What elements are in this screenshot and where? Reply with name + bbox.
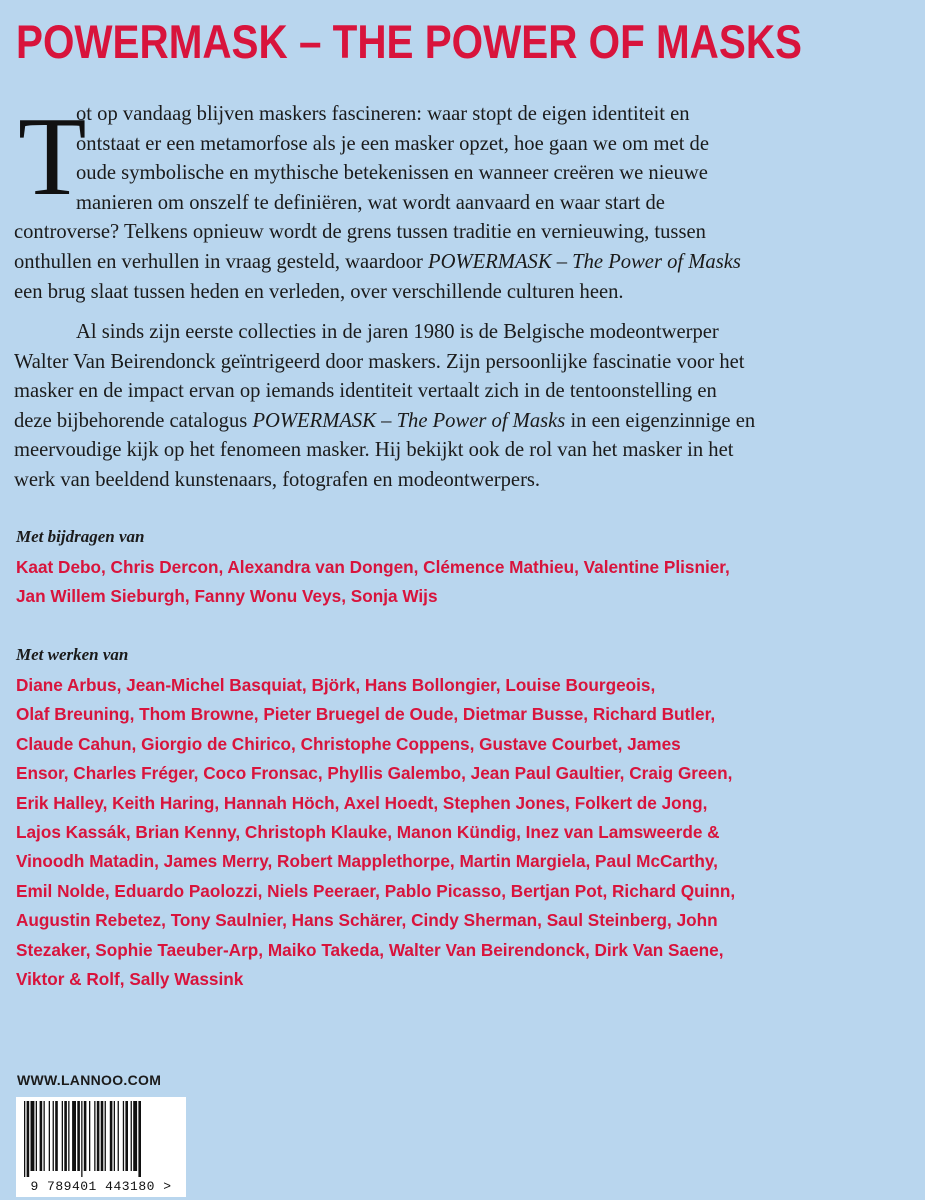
works-line: Claude Cahun, Giorgio de Chirico, Christophe Coppens, Gustave Courbet, James — [16, 733, 681, 754]
isbn-number: 9 789401 443180 > — [30, 1179, 172, 1194]
publisher-website: WWW.LANNOO.COM — [17, 1072, 162, 1088]
works-line: Diane Arbus, Jean-Michel Basquiat, Björk, Hans Bollongier, Louise Bourgeois, — [16, 675, 656, 695]
barcode-bar — [118, 1101, 119, 1171]
barcode-bar — [138, 1101, 141, 1177]
barcode-bar — [64, 1101, 67, 1171]
contributors-line: Jan Willem Sieburgh, Fanny Wonu Veys, Sonja Wijs — [16, 586, 438, 607]
intro-line-text: onthullen en verhullen in vraag gesteld, waardoor — [14, 250, 429, 273]
book-title-italic: POWERMASK – The Power of Masks — [428, 250, 741, 273]
barcode-bar — [133, 1101, 137, 1171]
paragraph-line: Al sinds zijn eerste collecties in de jaren 1980 is de Belgische modeontwerper — [76, 321, 719, 343]
barcode-bar — [84, 1101, 87, 1171]
works-line: Viktor & Rolf, Sally Wassink — [16, 968, 244, 989]
barcode-bar — [49, 1101, 50, 1171]
paragraph-line-text: deze bijbehorende catalogus — [14, 409, 253, 432]
paragraph-line: meervoudige kijk op het fenomeen masker. Hij bekijkt ook de rol van het masker in het — [14, 439, 734, 462]
barcode-bar — [27, 1101, 30, 1177]
barcode-bar — [131, 1101, 132, 1171]
intro-line: manieren om onszelf te definiëren, wat wordt aanvaard en waar start de — [76, 191, 665, 214]
paragraph-line — [14, 407, 909, 437]
drop-cap: T — [18, 95, 87, 219]
barcode-bar — [77, 1101, 80, 1171]
barcode-bar — [125, 1101, 128, 1171]
works-line: Lajos Kassák, Brian Kenny, Christoph Klauke, Manon Kündig, Inez van Lamsweerde & — [16, 821, 720, 842]
paragraph-line: Walter Van Beirendonck geïntrigeerd door maskers. Zijn persoonlijke fascinatie voor het — [14, 350, 745, 373]
barcode-bar — [81, 1101, 82, 1177]
book-title-italic: POWERMASK – The Power of Masks — [252, 409, 566, 432]
paragraph-line-text: in een eigenzinnige en — [565, 409, 756, 432]
barcode-bar — [62, 1101, 63, 1171]
barcode-bars — [16, 1097, 186, 1179]
barcode-bar — [105, 1101, 106, 1171]
barcode-bar — [55, 1101, 58, 1171]
works-line: Stezaker, Sophie Taeuber-Arp, Maiko Takeda, Walter Van Beirendonck, Dirk Van Saene, — [16, 939, 724, 960]
barcode-bar — [31, 1101, 35, 1171]
intro-paragraph — [14, 95, 909, 307]
works-label: Met werken van — [16, 645, 129, 664]
barcode-icon — [16, 1097, 186, 1197]
barcode-bar — [97, 1101, 100, 1171]
contributors-label: Met bijdragen van — [16, 527, 145, 546]
intro-line: een brug slaat tussen heden en verleden, over verschillende culturen heen. — [14, 280, 624, 303]
works-line: Vinoodh Matadin, James Merry, Robert Mapplethorpe, Martin Margiela, Paul McCarthy, — [16, 851, 718, 872]
page-title: POWERMASK – THE POWER OF MASKS — [16, 15, 802, 68]
works-line: Ensor, Charles Fréger, Coco Fronsac, Phyllis Galembo, Jean Paul Gaultier, Craig Green, — [16, 763, 733, 784]
paragraph-line: werk van beeldend kunstenaars, fotografen en modeontwerpers. — [14, 468, 541, 491]
works-list — [16, 671, 916, 994]
contributors-line: Kaat Debo, Chris Dercon, Alexandra van Dongen, Clémence Mathieu, Valentine Plisnier, — [16, 557, 730, 577]
barcode-bar — [24, 1101, 25, 1177]
barcode-bar — [101, 1101, 104, 1171]
barcode-bar — [123, 1101, 124, 1171]
second-paragraph — [14, 318, 909, 496]
contributors-list — [16, 553, 916, 612]
intro-line: controverse? Telkens opnieuw wordt de grens tussen traditie en vernieuwing, tussen — [14, 221, 706, 244]
barcode-bar — [68, 1101, 69, 1171]
intro-line: ot op vandaag blijven maskers fascineren: waar stopt de eigen identiteit en — [76, 103, 690, 125]
paragraph-line: masker en de impact ervan op iemands identiteit vertaalt zich in de tentoonstelling en — [14, 380, 717, 403]
intro-line: ontstaat er een metamorfose als je een masker opzet, hoe gaan we om met de — [76, 132, 709, 155]
barcode-bar — [36, 1101, 37, 1171]
barcode-bar — [44, 1101, 45, 1171]
barcode-bar — [53, 1101, 54, 1171]
barcode-bar — [89, 1101, 90, 1171]
barcode-bar — [110, 1101, 113, 1171]
intro-line — [14, 248, 909, 278]
works-line: Emil Nolde, Eduardo Paolozzi, Niels Peeraer, Pablo Picasso, Bertjan Pot, Richard Quinn, — [16, 880, 736, 901]
barcode-bar — [94, 1101, 95, 1171]
works-line: Augustin Rebetez, Tony Saulnier, Hans Schärer, Cindy Sherman, Saul Steinberg, John — [16, 910, 718, 931]
works-line: Olaf Breuning, Thom Browne, Pieter Bruegel de Oude, Dietmar Busse, Richard Butler, — [16, 704, 716, 725]
works-line: Erik Halley, Keith Haring, Hannah Höch, Axel Hoedt, Stephen Jones, Folkert de Jong, — [16, 792, 708, 813]
barcode-bar — [114, 1101, 115, 1171]
barcode-bar — [72, 1101, 76, 1171]
barcode-bar — [40, 1101, 43, 1171]
intro-line: oude symbolische en mythische betekenissen en wanneer creëren we nieuwe — [76, 162, 708, 185]
